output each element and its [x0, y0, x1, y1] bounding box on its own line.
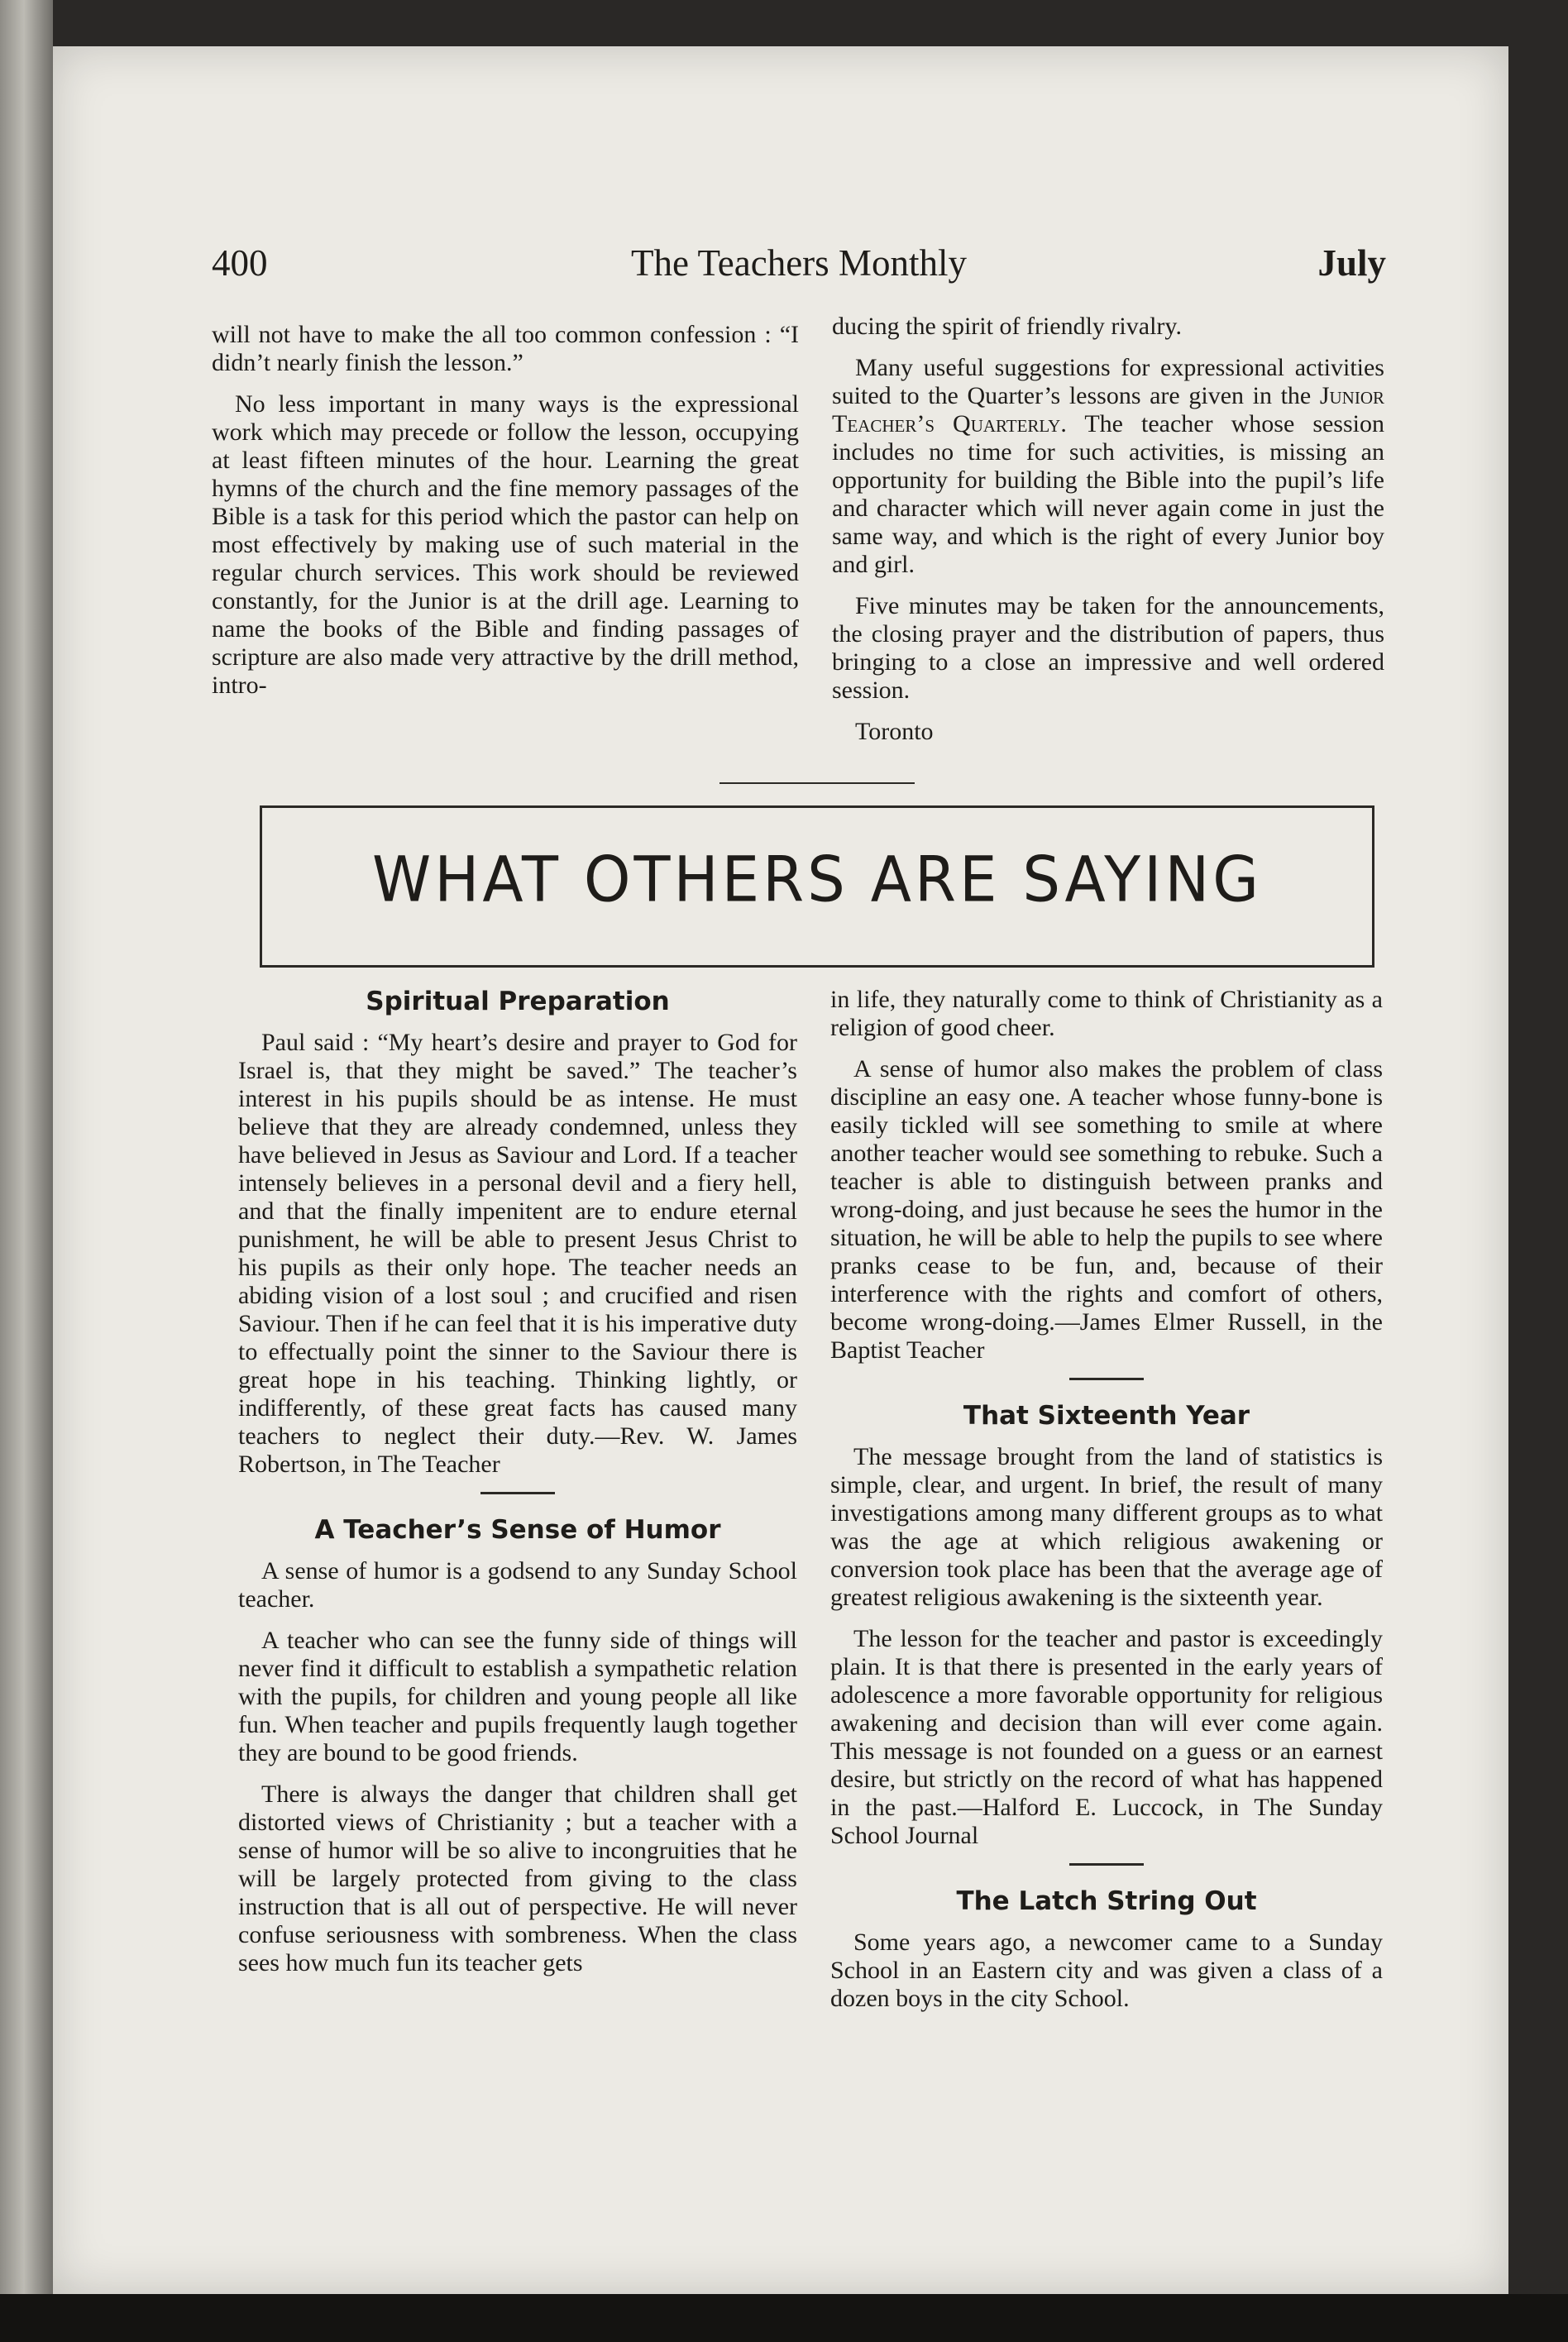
- paragraph: There is always the danger that children shall get distorted views of Christianity ; but a teacher with a sense of humor will be so alive to incongruities that he will be largely protected from giving to the class instruction that is all out of perspective. He will never confuse seriousness with sombreness. When the class sees how much fun its teacher gets: [238, 1780, 797, 1976]
- banner-title: WHAT OTHERS ARE SAYING: [372, 842, 1262, 916]
- article-title: A Teacher’s Sense of Humor: [314, 1515, 721, 1545]
- article-separator: [480, 1492, 555, 1494]
- paragraph: No less important in many ways is the expressional work which may precede or follow the lesson, occupying at least fifteen minutes of the hour. Learning the great hymns of the church and the fine memory passages of the Bible is a task for this period which the pastor can help on most effectively by making use of such material in the regular church services. This work should be reviewed constantly, for the Junior is at the drill age. Learning to name the books of the Bible and finding passages of scripture are also made very attractive by the drill method, intro-: [212, 390, 799, 699]
- paragraph: ducing the spirit of friendly rivalry.: [832, 313, 1182, 340]
- article-title: That Sixteenth Year: [963, 1401, 1250, 1431]
- paragraph: A sense of humor is a godsend to any Sunday School teacher.: [238, 1557, 797, 1613]
- paragraph: Some years ago, a newcomer came to a Sunday School in an Eastern city and was given a class of a dozen boys in the city School.: [830, 1929, 1383, 2012]
- text-run: The teacher whose session includes no time for such activities, is missing an opportunity for building the Bible into the pupil’s life and character which will never again come in just the same way, and which is the right of every Junior boy and girl.: [832, 410, 1384, 578]
- bottom-left-column: [238, 987, 797, 1991]
- article-title: Spiritual Preparation: [366, 987, 670, 1016]
- article-separator: [1069, 1863, 1144, 1866]
- paragraph: will not have to make the all too common confession : “I didn’t nearly finish the lesson.”: [212, 321, 799, 376]
- page-number: 400: [212, 242, 268, 284]
- bottom-right-column: [830, 986, 1383, 2026]
- section-banner: [260, 805, 1374, 968]
- publication-name: Junior Teacher’s Quarterly.: [832, 382, 1384, 437]
- top-right-column: [832, 313, 1384, 759]
- paragraph: in life, they naturally come to think of Christianity as a religion of good cheer.: [830, 986, 1383, 1041]
- section-rule: [719, 782, 915, 784]
- paragraph: Paul said : “My heart’s desire and prayer to God for Israel is, that they might be saved.” The teacher’s interest in his pupils should be as intense. He must believe that they are already condemned, unless they have believed in Jesus as Saviour and Lord. If a teacher intensely believes in a personal devil and a fiery hell, and that the finally impenitent are to endure eternal punishment, he will be able to present Jesus Christ to his pupils as their only hope. The teacher needs an abiding vision of a lost soul ; and crucified and risen Saviour. Then if he can feel that it is his imperative duty to effectually point the sinner to the Saviour there is great hope in his teaching. Thinking lightly, or indifferently, of these great facts has caused many teachers to neglect their duty.—Rev. W. James Robertson, in The Teacher: [238, 1029, 797, 1478]
- paragraph: A teacher who can see the funny side of things will never find it difficult to establish a sympathetic relation with the pupils, for children and young people all like fun. When teacher and pupils frequently laugh together they are bound to be good friends.: [238, 1627, 797, 1766]
- text-run: Many useful suggestions for expressional activities suited to the Quarter’s lessons are given in the: [832, 354, 1384, 409]
- article-separator: [1069, 1378, 1144, 1380]
- scan-edge: [0, 2294, 1568, 2342]
- top-left-column: [212, 321, 799, 713]
- paragraph: [832, 354, 1384, 579]
- journal-title: The Teachers Monthly: [631, 242, 967, 284]
- paragraph: Five minutes may be taken for the announcements, the closing prayer and the distribution of papers, thus bringing to a close an impressive and well ordered session.: [832, 592, 1384, 704]
- paragraph: The message brought from the land of statistics is simple, clear, and urgent. In brief, the result of many investigations among many different groups as to what was the age at which religious awakening or conversion took place has been that the average age of greatest religious awakening is the sixteenth year.: [830, 1443, 1383, 1611]
- book-binding: [0, 0, 53, 2342]
- paragraph: A sense of humor also makes the problem of class discipline an easy one. A teacher whose funny-bone is easily tickled will see something to smile at where another teacher would see something to rebuke. Such a teacher is able to distinguish between pranks and wrong-doing, and just because he sees the humor in the situation, he will be able to help the pupils to see where pranks cease to be fun, and, because of their interference with the rights and comfort of others, become wrong-doing.—James Elmer Russell, in the Baptist Teacher: [830, 1055, 1383, 1364]
- running-header: [212, 241, 1386, 299]
- issue-month: July: [1317, 242, 1386, 284]
- signature: Toronto: [855, 718, 934, 745]
- article-title: The Latch String Out: [956, 1886, 1257, 1916]
- paragraph: The lesson for the teacher and pastor is exceedingly plain. It is that there is presented in the early years of adolescence a more favorable opportunity for religious awakening and decision than will ever come again. This message is not founded on a guess or an earnest desire, but strictly on the record of what has happened in the past.—Halford E. Luccock, in The Sunday School Journal: [830, 1625, 1383, 1849]
